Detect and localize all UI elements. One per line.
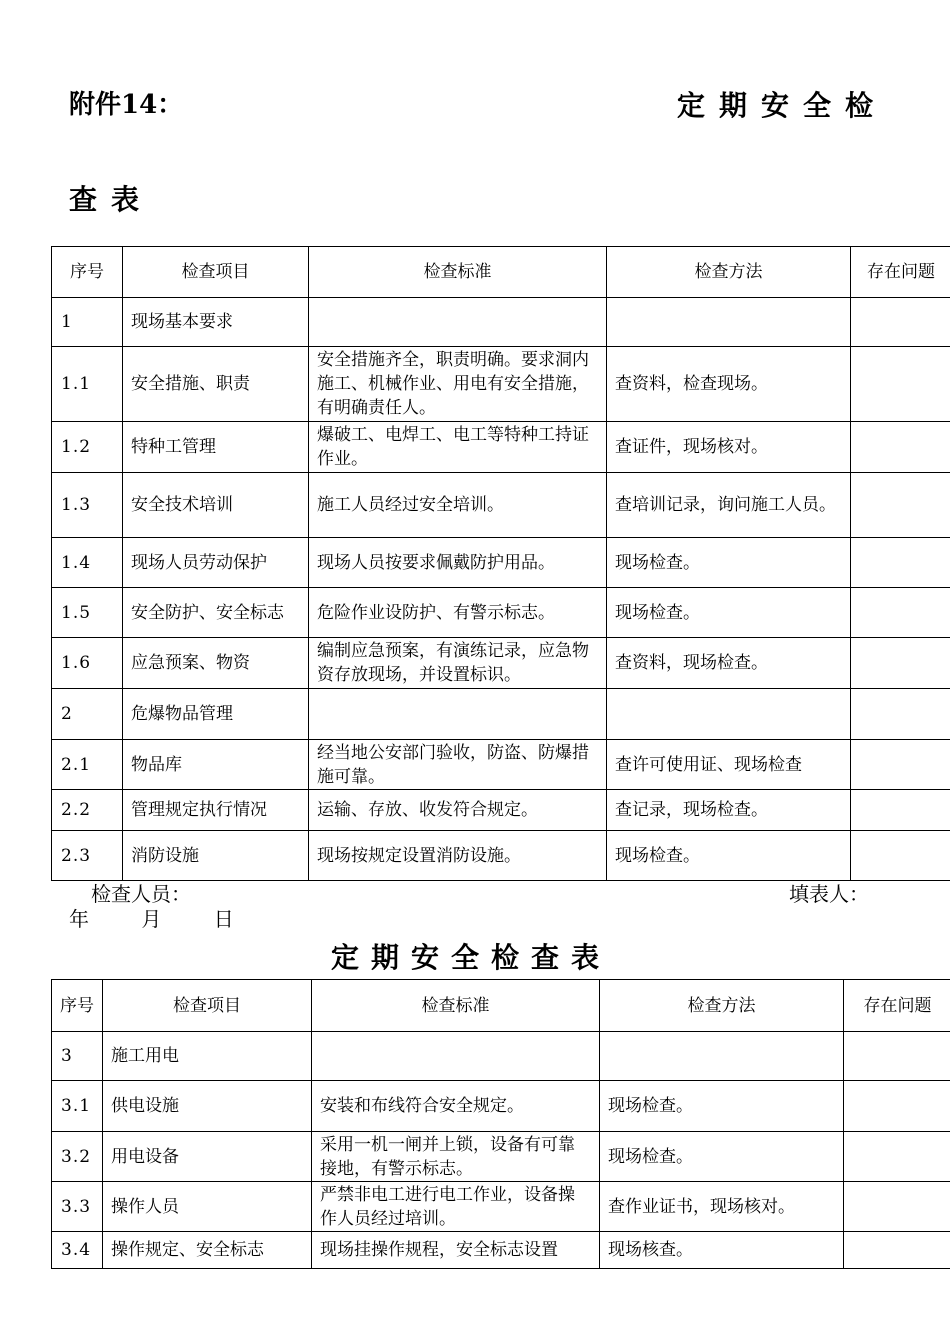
- date-year: 年: [69, 907, 89, 931]
- row-issue: [844, 1232, 950, 1269]
- row-issue: [844, 1182, 950, 1232]
- row-item: 安全防护、安全标志: [123, 588, 309, 638]
- row-issue: [844, 1132, 950, 1182]
- row-standard: [309, 298, 607, 347]
- row-standard: [312, 1032, 600, 1081]
- table-row: [52, 831, 950, 881]
- row-issue: [851, 740, 950, 790]
- row-no: 3.4: [52, 1232, 103, 1269]
- row-standard: 现场挂操作规程，安全标志设置: [312, 1232, 600, 1269]
- row-no: 1.6: [52, 638, 123, 689]
- row-no: 1.5: [52, 588, 123, 638]
- table-row: [52, 538, 950, 588]
- header-item: 检查项目: [103, 980, 312, 1032]
- row-no: 3.2: [52, 1132, 103, 1182]
- row-method: 查记录，现场检查。: [607, 790, 851, 831]
- header-issue: 存在问题: [844, 980, 950, 1032]
- row-issue: [851, 588, 950, 638]
- row-item: 现场基本要求: [123, 298, 309, 347]
- row-no: 2.3: [52, 831, 123, 881]
- row-item: 施工用电: [103, 1032, 312, 1081]
- row-issue: [851, 422, 950, 473]
- row-method: 查作业证书，现场核对。: [600, 1182, 844, 1232]
- row-standard: 编制应急预案，有演练记录，应急物资存放现场，并设置标识。: [309, 638, 607, 689]
- row-item: 操作人员: [103, 1182, 312, 1232]
- header-issue: 存在问题: [851, 247, 950, 298]
- row-no: 3.3: [52, 1182, 103, 1232]
- header-method: 检查方法: [600, 980, 844, 1032]
- row-issue: [851, 347, 950, 422]
- header-standard: 检查标准: [312, 980, 600, 1032]
- row-item: 安全措施、职责: [123, 347, 309, 422]
- inspector-label: 检查人员：: [91, 882, 191, 906]
- row-method: 现场检查。: [607, 831, 851, 881]
- row-no: 2: [52, 689, 123, 740]
- row-item: 物品库: [123, 740, 309, 790]
- row-issue: [844, 1032, 950, 1081]
- row-standard: 危险作业设防护、有警示标志。: [309, 588, 607, 638]
- row-issue: [851, 473, 950, 538]
- table-row: [52, 638, 950, 689]
- table-row: [52, 740, 950, 790]
- row-method: [607, 689, 851, 740]
- row-method: 现场检查。: [607, 588, 851, 638]
- row-item: 现场人员劳动保护: [123, 538, 309, 588]
- row-method: 查培训记录，询问施工人员。: [607, 473, 851, 538]
- row-standard: 运输、存放、收发符合规定。: [309, 790, 607, 831]
- row-no: 1.3: [52, 473, 123, 538]
- row-item: 用电设备: [103, 1132, 312, 1182]
- row-standard: 现场人员按要求佩戴防护用品。: [309, 538, 607, 588]
- row-issue: [851, 638, 950, 689]
- row-method: [600, 1032, 844, 1081]
- table-row: [52, 1032, 950, 1081]
- row-standard: 现场按规定设置消防设施。: [309, 831, 607, 881]
- second-table-title: 定期安全检查表: [331, 941, 612, 974]
- row-standard: 安全措施齐全，职责明确。要求洞内施工、机械作业、用电有安全措施，有明确责任人。: [309, 347, 607, 422]
- inspection-table-2: [51, 979, 950, 1269]
- date-month: 月: [141, 907, 162, 931]
- row-standard: 爆破工、电焊工、电工等特种工持证作业。: [309, 422, 607, 473]
- row-item: 危爆物品管理: [123, 689, 309, 740]
- row-no: 1.4: [52, 538, 123, 588]
- table-row: [52, 1132, 950, 1182]
- row-method: 查资料，现场检查。: [607, 638, 851, 689]
- filler-label: 填表人：: [789, 882, 869, 906]
- page-title-part1: 定期安全检: [677, 89, 888, 122]
- row-standard: 安装和布线符合安全规定。: [312, 1081, 600, 1132]
- inspection-table-1: [51, 246, 950, 881]
- table-row: [52, 689, 950, 740]
- row-standard: [309, 689, 607, 740]
- row-item: 应急预案、物资: [123, 638, 309, 689]
- table-header-row: [52, 247, 950, 298]
- table-row: [52, 1232, 950, 1269]
- row-item: 特种工管理: [123, 422, 309, 473]
- row-issue: [851, 538, 950, 588]
- table-row: [52, 347, 950, 422]
- row-issue: [844, 1081, 950, 1132]
- row-issue: [851, 831, 950, 881]
- row-issue: [851, 689, 950, 740]
- row-method: 现场检查。: [607, 538, 851, 588]
- attachment-label: 附件14：: [69, 90, 184, 120]
- table-row: [52, 298, 950, 347]
- row-item: 消防设施: [123, 831, 309, 881]
- header-method: 检查方法: [607, 247, 851, 298]
- row-method: 现场检查。: [600, 1132, 844, 1182]
- date-day: 日: [213, 907, 234, 931]
- row-standard: 采用一机一闸并上锁，设备有可靠接地，有警示标志。: [312, 1132, 600, 1182]
- date-line: [69, 903, 256, 932]
- row-method: 查证件，现场核对。: [607, 422, 851, 473]
- table-row: [52, 422, 950, 473]
- row-no: 1.2: [52, 422, 123, 473]
- header-item: 检查项目: [123, 247, 309, 298]
- row-no: 3.1: [52, 1081, 103, 1132]
- table-row: [52, 1081, 950, 1132]
- row-no: 3: [52, 1032, 103, 1081]
- row-no: 2.1: [52, 740, 123, 790]
- row-item: 供电设施: [103, 1081, 312, 1132]
- page-title-part2: 查表: [69, 183, 154, 216]
- row-standard: 施工人员经过安全培训。: [309, 473, 607, 538]
- row-no: 2.2: [52, 790, 123, 831]
- row-standard: 经当地公安部门验收，防盗、防爆措施可靠。: [309, 740, 607, 790]
- row-standard: 严禁非电工进行电工作业，设备操作人员经过培训。: [312, 1182, 600, 1232]
- row-no: 1: [52, 298, 123, 347]
- row-issue: [851, 790, 950, 831]
- row-method: 查资料，检查现场。: [607, 347, 851, 422]
- row-method: 现场检查。: [600, 1081, 844, 1132]
- table-header-row: [52, 980, 950, 1032]
- row-method: [607, 298, 851, 347]
- table-row: [52, 790, 950, 831]
- table-row: [52, 473, 950, 538]
- row-item: 管理规定执行情况: [123, 790, 309, 831]
- row-issue: [851, 298, 950, 347]
- row-method: 现场核查。: [600, 1232, 844, 1269]
- table-row: [52, 1182, 950, 1232]
- table-row: [52, 588, 950, 638]
- row-item: 操作规定、安全标志: [103, 1232, 312, 1269]
- header-no: 序号: [52, 980, 103, 1032]
- header-no: 序号: [52, 247, 123, 298]
- row-method: 查许可使用证、现场检查: [607, 740, 851, 790]
- row-item: 安全技术培训: [123, 473, 309, 538]
- header-standard: 检查标准: [309, 247, 607, 298]
- row-no: 1.1: [52, 347, 123, 422]
